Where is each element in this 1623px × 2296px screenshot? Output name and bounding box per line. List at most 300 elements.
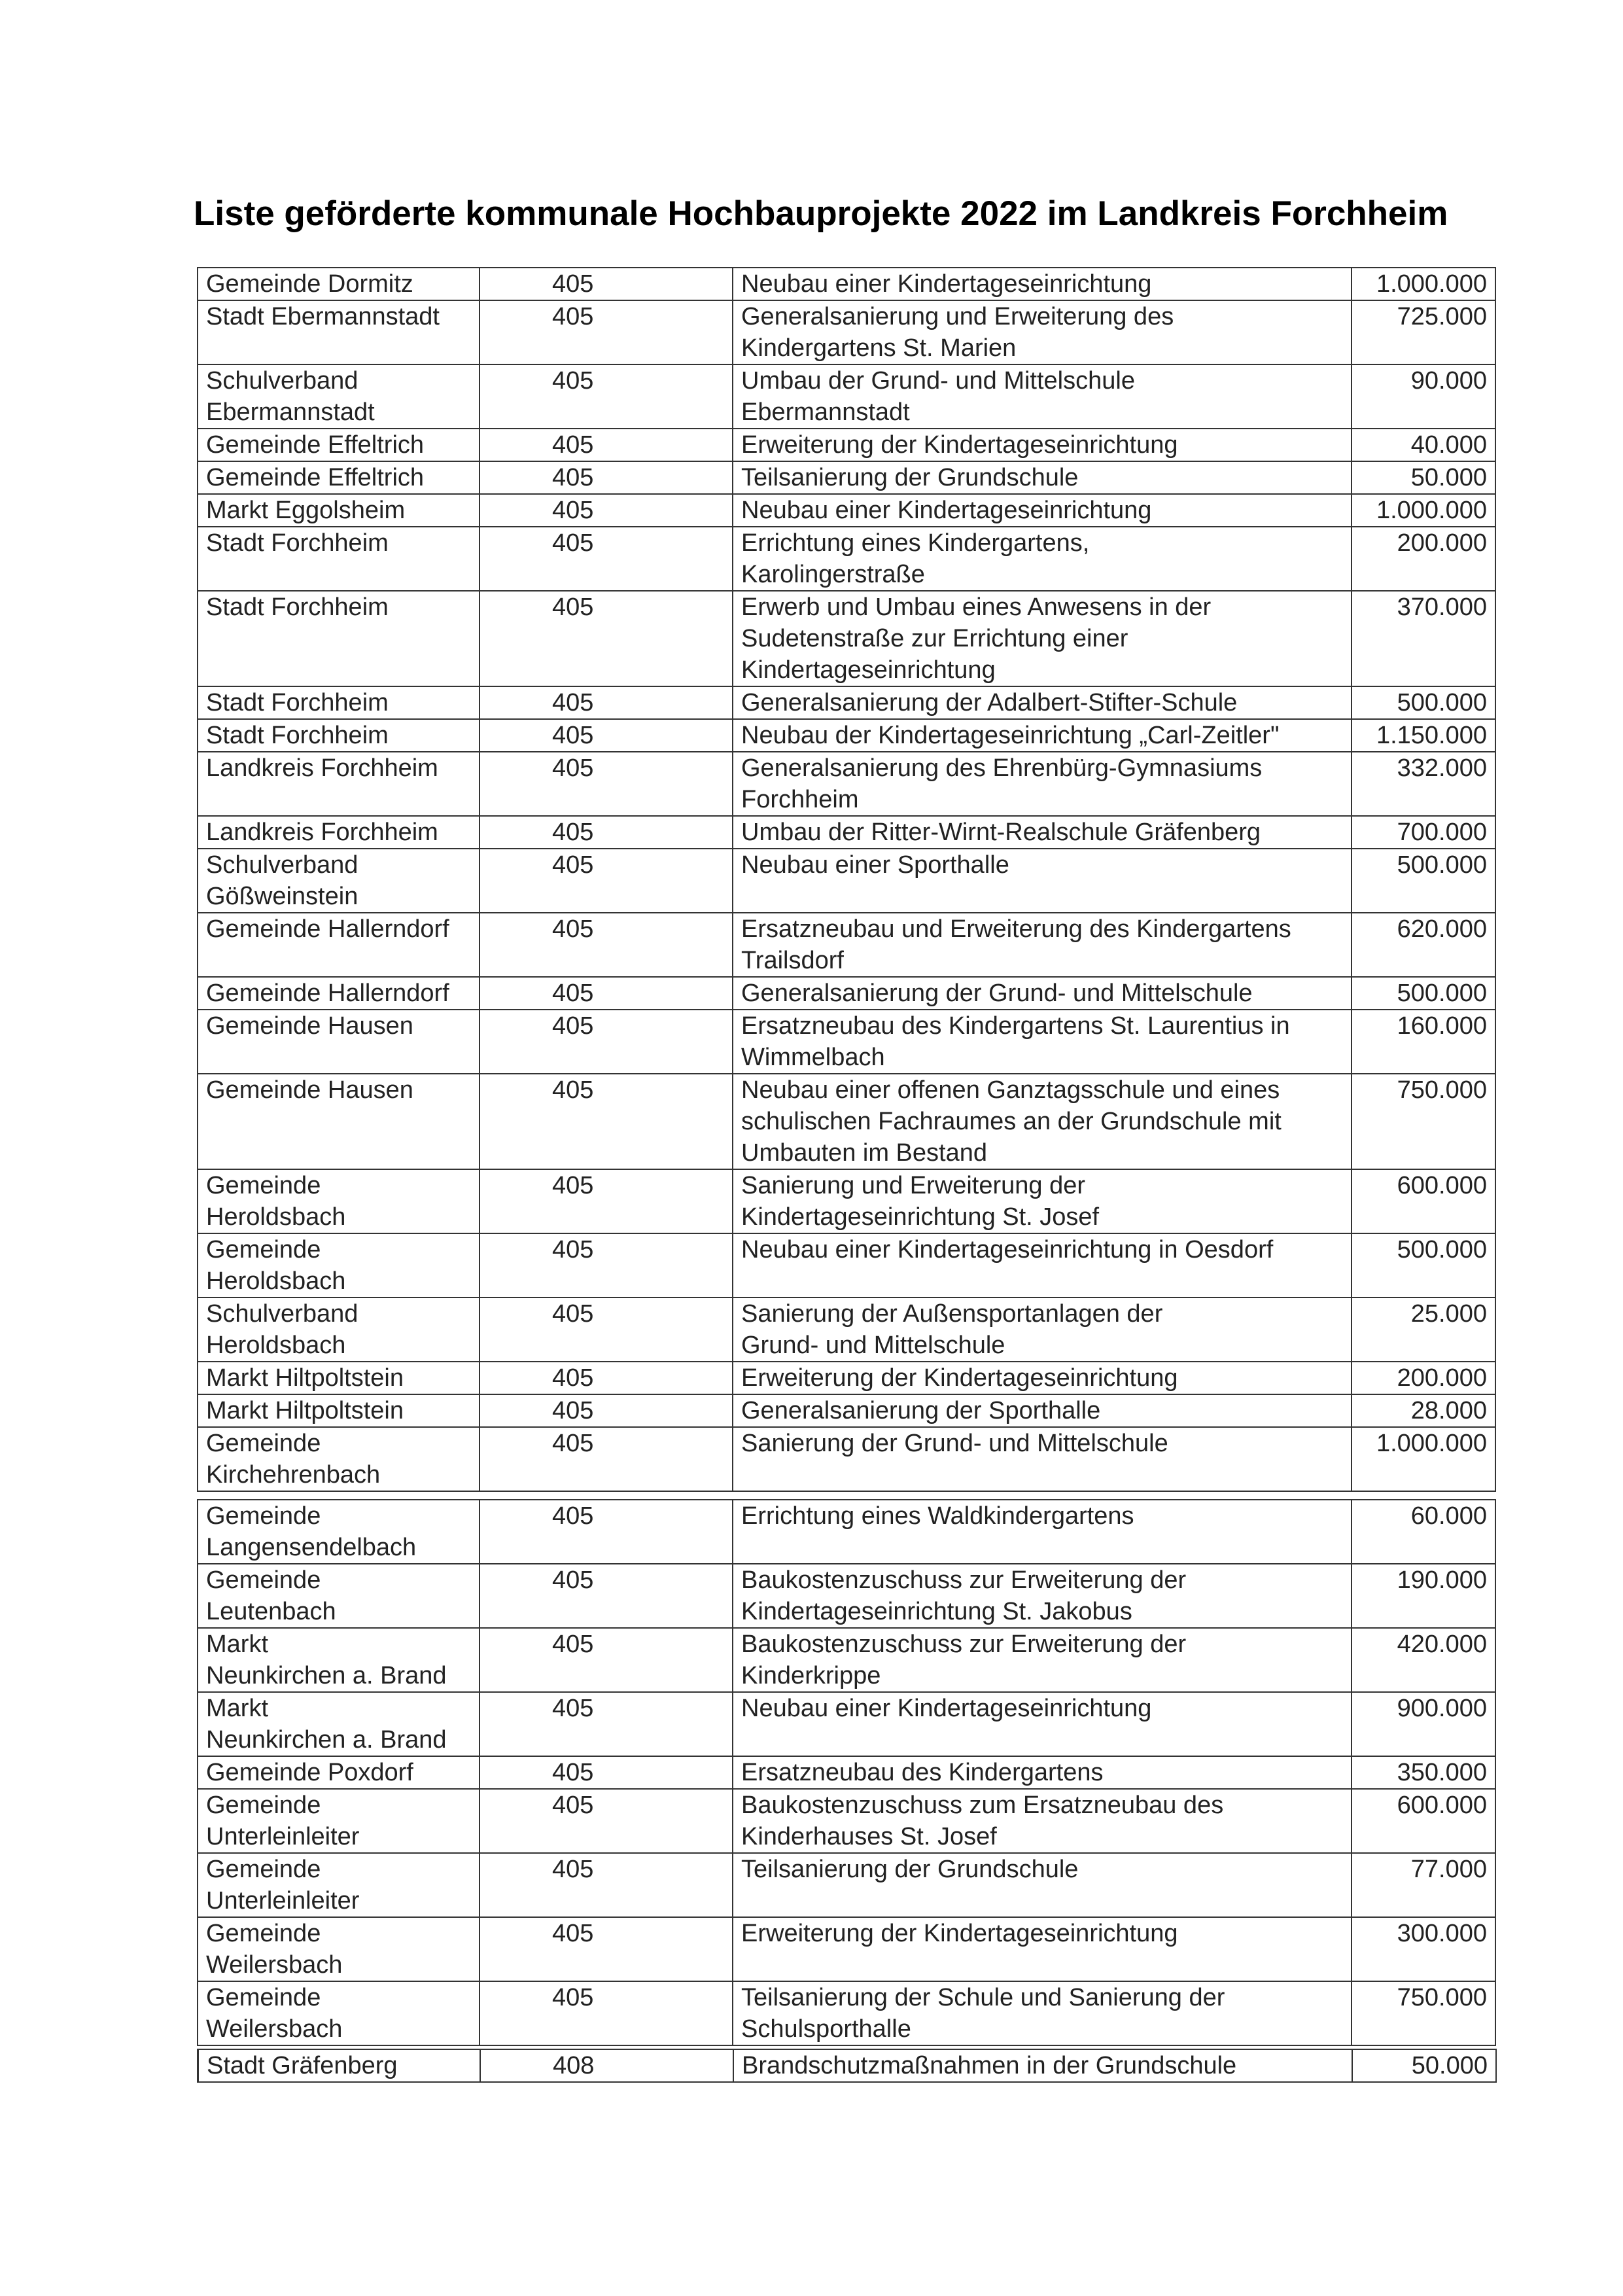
code-cell-text: 405 — [552, 754, 594, 782]
code-cell-text: 405 — [552, 1984, 594, 2011]
amount-cell-text: 1.000.000 — [1376, 270, 1487, 298]
table-row — [198, 1628, 1495, 1692]
code-cell — [480, 2049, 733, 2082]
code-cell-text: 405 — [552, 689, 594, 716]
municipality-cell-text: Markt Hiltpoltstein — [206, 1397, 404, 1424]
code-cell-text: 405 — [552, 1364, 594, 1392]
code-cell — [480, 913, 733, 977]
amount-cell-text: 370.000 — [1397, 593, 1487, 621]
table-row — [198, 686, 1495, 719]
amount-cell-text: 90.000 — [1410, 367, 1487, 395]
municipality-cell — [198, 1394, 480, 1427]
amount-cell-text: 1.150.000 — [1376, 722, 1487, 749]
amount-cell-text: 750.000 — [1397, 1076, 1487, 1104]
code-cell-text: 408 — [553, 2052, 595, 2079]
project-description-cell — [733, 1692, 1352, 1756]
amount-cell — [1352, 752, 1495, 816]
table-row — [198, 1362, 1495, 1394]
project-description-cell-text: Umbau der Ritter-Wirnt-Realschule Gräfenberg — [741, 819, 1261, 846]
amount-cell-text: 332.000 — [1397, 754, 1487, 782]
table-row — [198, 2049, 1497, 2082]
municipality-cell — [198, 1789, 480, 1853]
municipality-cell-text: Gemeinde Heroldsbach — [206, 1172, 346, 1231]
code-cell — [480, 1233, 733, 1298]
table-row — [198, 977, 1495, 1010]
amount-cell — [1352, 1427, 1495, 1491]
table-row — [198, 1394, 1495, 1427]
municipality-cell-text: Gemeinde Kirchehrenbach — [206, 1430, 381, 1489]
code-cell — [480, 1564, 733, 1628]
municipality-cell-text: Schulverband Ebermannstadt — [206, 367, 375, 426]
table-row — [198, 429, 1495, 461]
amount-cell-text: 900.000 — [1397, 1695, 1487, 1722]
project-description-cell — [733, 2049, 1352, 2082]
amount-cell — [1352, 686, 1495, 719]
code-cell — [480, 1427, 733, 1491]
municipality-cell — [198, 1564, 480, 1628]
amount-cell-text: 200.000 — [1397, 529, 1487, 557]
amount-cell — [1352, 1853, 1495, 1917]
municipality-cell — [198, 752, 480, 816]
project-description-cell-text: Baukostenzuschuss zum Ersatzneubau des Kinderhauses St. Josef — [741, 1792, 1224, 1850]
code-cell-text: 405 — [552, 1695, 594, 1722]
code-cell — [480, 1298, 733, 1362]
project-description-cell-text: Generalsanierung der Adalbert-Stifter-Schule — [741, 689, 1238, 716]
code-cell — [480, 1981, 733, 2045]
municipality-cell-text: Landkreis Forchheim — [206, 819, 438, 846]
amount-cell — [1352, 429, 1495, 461]
municipality-cell-text: Gemeinde Unterleinleiter — [206, 1856, 360, 1915]
municipality-cell-text: Stadt Forchheim — [206, 722, 389, 749]
table-row — [198, 1789, 1495, 1853]
project-description-cell — [733, 686, 1352, 719]
project-description-cell — [733, 1917, 1352, 1981]
table-row — [198, 1981, 1495, 2045]
code-cell-text: 405 — [552, 1920, 594, 1947]
table-row — [198, 719, 1495, 752]
code-cell-text: 405 — [552, 1236, 594, 1263]
amount-cell-text: 1.000.000 — [1376, 1430, 1487, 1457]
municipality-cell — [198, 494, 480, 527]
table-row — [198, 1233, 1495, 1298]
project-description-cell — [733, 1074, 1352, 1169]
code-cell — [480, 816, 733, 849]
code-cell — [480, 364, 733, 429]
project-description-cell — [733, 1500, 1352, 1564]
municipality-cell-text: Stadt Forchheim — [206, 689, 389, 716]
code-cell-text: 405 — [552, 915, 594, 943]
amount-cell — [1352, 527, 1495, 591]
project-description-cell — [733, 1233, 1352, 1298]
municipality-cell — [198, 461, 480, 494]
municipality-cell — [198, 2049, 481, 2082]
project-description-cell — [733, 1169, 1352, 1233]
page-title: Liste geförderte kommunale Hochbauprojekte 2022 im Landkreis Forchheim — [194, 194, 1448, 233]
code-cell — [480, 461, 733, 494]
code-cell — [480, 1756, 733, 1789]
project-description-cell — [733, 849, 1352, 913]
municipality-cell — [198, 977, 480, 1010]
code-cell-text: 405 — [552, 1502, 594, 1530]
project-description-cell-text: Umbau der Grund- und Mittelschule Ebermannstadt — [741, 367, 1135, 426]
amount-cell-text: 77.000 — [1410, 1856, 1487, 1883]
municipality-cell — [198, 1853, 480, 1917]
project-description-cell-text: Sanierung der Grund- und Mittelschule — [741, 1430, 1168, 1457]
municipality-cell — [198, 1500, 480, 1564]
municipality-cell-text: Gemeinde Unterleinleiter — [206, 1792, 360, 1850]
amount-cell — [1352, 1628, 1495, 1692]
amount-cell-text: 600.000 — [1397, 1792, 1487, 1819]
project-description-cell-text: Erweiterung der Kindertageseinrichtung — [741, 1920, 1178, 1947]
projects-table-3 — [197, 2049, 1497, 2083]
code-cell-text: 405 — [552, 497, 594, 524]
municipality-cell — [198, 686, 480, 719]
amount-cell — [1352, 913, 1495, 977]
municipality-cell-text: Gemeinde Poxdorf — [206, 1759, 413, 1786]
code-cell-text: 405 — [552, 431, 594, 459]
municipality-cell — [198, 300, 480, 364]
municipality-cell — [198, 1233, 480, 1298]
amount-cell-text: 160.000 — [1397, 1012, 1487, 1040]
municipality-cell — [198, 1074, 480, 1169]
amount-cell — [1352, 1394, 1495, 1427]
amount-cell-text: 1.000.000 — [1376, 497, 1487, 524]
municipality-cell — [198, 1756, 480, 1789]
code-cell-text: 405 — [552, 529, 594, 557]
amount-cell-text: 420.000 — [1397, 1631, 1487, 1658]
project-description-cell-text: Errichtung eines Kindergartens, Karolingerstraße — [741, 529, 1090, 588]
project-description-cell — [733, 1628, 1352, 1692]
amount-cell-text: 500.000 — [1397, 980, 1487, 1007]
amount-cell — [1352, 1981, 1495, 2045]
amount-cell — [1352, 1789, 1495, 1853]
project-description-cell-text: Teilsanierung der Schule und Sanierung der Schulsporthalle — [741, 1984, 1225, 2043]
table-row — [198, 1917, 1495, 1981]
code-cell-text: 405 — [552, 819, 594, 846]
code-cell-text: 405 — [552, 1631, 594, 1658]
code-cell — [480, 300, 733, 364]
municipality-cell — [198, 527, 480, 591]
table-row — [198, 1756, 1495, 1789]
municipality-cell — [198, 816, 480, 849]
amount-cell-text: 350.000 — [1397, 1759, 1487, 1786]
code-cell — [480, 591, 733, 686]
table-row — [198, 591, 1495, 686]
municipality-cell-text: Gemeinde Weilersbach — [206, 1920, 343, 1979]
amount-cell-text: 700.000 — [1397, 819, 1487, 846]
code-cell-text: 405 — [552, 1012, 594, 1040]
municipality-cell-text: Stadt Gräfenberg — [207, 2052, 398, 2079]
amount-cell-text: 25.000 — [1410, 1300, 1487, 1328]
municipality-cell-text: Landkreis Forchheim — [206, 754, 438, 782]
code-cell-text: 405 — [552, 593, 594, 621]
amount-cell-text: 500.000 — [1397, 851, 1487, 879]
municipality-cell — [198, 1169, 480, 1233]
amount-cell-text: 750.000 — [1397, 1984, 1487, 2011]
projects-table-1 — [197, 267, 1496, 1492]
municipality-cell — [198, 1917, 480, 1981]
project-description-cell — [733, 1298, 1352, 1362]
table-row — [198, 752, 1495, 816]
municipality-cell — [198, 1427, 480, 1491]
municipality-cell-text: Gemeinde Heroldsbach — [206, 1236, 346, 1295]
municipality-cell-text: Gemeinde Langensendelbach — [206, 1502, 417, 1561]
amount-cell-text: 300.000 — [1397, 1920, 1487, 1947]
code-cell — [480, 1789, 733, 1853]
amount-cell — [1352, 494, 1495, 527]
code-cell — [480, 1500, 733, 1564]
amount-cell — [1352, 1362, 1495, 1394]
code-cell — [480, 1853, 733, 1917]
municipality-cell-text: Schulverband Gößweinstein — [206, 851, 358, 910]
project-description-cell-text: Baukostenzuschuss zur Erweiterung der Kinderkrippe — [741, 1631, 1187, 1689]
project-description-cell — [733, 1010, 1352, 1074]
project-description-cell-text: Erweiterung der Kindertageseinrichtung — [741, 1364, 1178, 1392]
code-cell — [480, 527, 733, 591]
table-row — [198, 816, 1495, 849]
project-description-cell-text: Sanierung der Außensportanlagen der Grund- und Mittelschule — [741, 1300, 1163, 1359]
code-cell-text: 405 — [552, 1759, 594, 1786]
project-description-cell-text: Ersatzneubau des Kindergartens St. Laurentius in Wimmelbach — [741, 1012, 1290, 1071]
code-cell — [480, 429, 733, 461]
amount-cell-text: 620.000 — [1397, 915, 1487, 943]
table-row — [198, 268, 1495, 300]
municipality-cell — [198, 1692, 480, 1756]
code-cell — [480, 268, 733, 300]
code-cell — [480, 1074, 733, 1169]
project-description-cell — [733, 1756, 1352, 1789]
municipality-cell-text: Markt Neunkirchen a. Brand — [206, 1631, 447, 1689]
amount-cell — [1352, 1010, 1495, 1074]
table-row — [198, 1427, 1495, 1491]
amount-cell — [1352, 719, 1495, 752]
table-row — [198, 1853, 1495, 1917]
code-cell-text: 405 — [552, 367, 594, 395]
amount-cell-text: 60.000 — [1410, 1502, 1487, 1530]
code-cell — [480, 1169, 733, 1233]
table-row — [198, 913, 1495, 977]
amount-cell — [1352, 2049, 1496, 2082]
project-description-cell-text: Erweiterung der Kindertageseinrichtung — [741, 431, 1178, 459]
code-cell — [480, 494, 733, 527]
project-description-cell — [733, 1427, 1352, 1491]
municipality-cell-text: Gemeinde Hausen — [206, 1076, 413, 1104]
code-cell-text: 405 — [552, 270, 594, 298]
municipality-cell — [198, 429, 480, 461]
amount-cell-text: 500.000 — [1397, 689, 1487, 716]
code-cell-text: 405 — [552, 1566, 594, 1594]
project-description-cell — [733, 527, 1352, 591]
code-cell — [480, 686, 733, 719]
project-description-cell — [733, 461, 1352, 494]
project-description-cell — [733, 977, 1352, 1010]
table-row — [198, 1010, 1495, 1074]
code-cell — [480, 719, 733, 752]
project-description-cell — [733, 364, 1352, 429]
municipality-cell-text: Stadt Forchheim — [206, 529, 389, 557]
municipality-cell — [198, 1362, 480, 1394]
amount-cell — [1352, 300, 1495, 364]
table-row — [198, 364, 1495, 429]
project-description-cell-text: Generalsanierung der Grund- und Mittelschule — [741, 980, 1253, 1007]
project-description-cell-text: Errichtung eines Waldkindergartens — [741, 1502, 1134, 1530]
amount-cell-text: 28.000 — [1410, 1397, 1487, 1424]
amount-cell — [1352, 364, 1495, 429]
municipality-cell-text: Markt Hiltpoltstein — [206, 1364, 404, 1392]
municipality-cell — [198, 268, 480, 300]
code-cell — [480, 849, 733, 913]
amount-cell — [1352, 1917, 1495, 1981]
projects-table-2 — [197, 1499, 1496, 2046]
table-row — [198, 494, 1495, 527]
amount-cell — [1352, 816, 1495, 849]
project-description-cell-text: Teilsanierung der Grundschule — [741, 1856, 1079, 1883]
code-cell-text: 405 — [552, 1792, 594, 1819]
project-description-cell-text: Erwerb und Umbau eines Anwesens in der Sudetenstraße zur Errichtung einer Kindertageseinrichtung — [741, 593, 1212, 684]
amount-cell — [1352, 1298, 1495, 1362]
municipality-cell-text: Gemeinde Hallerndorf — [206, 980, 449, 1007]
project-description-cell-text: Baukostenzuschuss zur Erweiterung der Kindertageseinrichtung St. Jakobus — [741, 1566, 1187, 1625]
project-description-cell — [733, 1853, 1352, 1917]
code-cell-text: 405 — [552, 1076, 594, 1104]
table-row — [198, 527, 1495, 591]
municipality-cell — [198, 591, 480, 686]
project-description-cell-text: Ersatzneubau des Kindergartens — [741, 1759, 1104, 1786]
project-description-cell-text: Neubau einer Kindertageseinrichtung — [741, 270, 1152, 298]
amount-cell-text: 40.000 — [1410, 431, 1487, 459]
project-description-cell — [733, 268, 1352, 300]
project-description-cell-text: Generalsanierung des Ehrenbürg-Gymnasiums Forchheim — [741, 754, 1263, 813]
project-description-cell — [733, 591, 1352, 686]
amount-cell — [1352, 591, 1495, 686]
amount-cell-text: 500.000 — [1397, 1236, 1487, 1263]
amount-cell-text: 50.000 — [1411, 2052, 1488, 2079]
code-cell-text: 405 — [552, 1172, 594, 1199]
table-row — [198, 300, 1495, 364]
amount-cell — [1352, 849, 1495, 913]
code-cell-text: 405 — [552, 1856, 594, 1883]
amount-cell — [1352, 461, 1495, 494]
municipality-cell — [198, 1981, 480, 2045]
project-description-cell-text: Neubau einer offenen Ganztagsschule und eines schulischen Fachraumes an der Grundschule mit Umbauten im Bestand — [741, 1076, 1282, 1167]
amount-cell — [1352, 1500, 1495, 1564]
table-row — [198, 1500, 1495, 1564]
municipality-cell-text: Gemeinde Hausen — [206, 1012, 413, 1040]
code-cell — [480, 1362, 733, 1394]
municipality-cell-text: Schulverband Heroldsbach — [206, 1300, 358, 1359]
code-cell-text: 405 — [552, 980, 594, 1007]
project-description-cell-text: Brandschutzmaßnahmen in der Grundschule — [742, 2052, 1237, 2079]
municipality-cell — [198, 719, 480, 752]
amount-cell — [1352, 1692, 1495, 1756]
project-description-cell-text: Neubau einer Kindertageseinrichtung — [741, 497, 1152, 524]
municipality-cell-text: Gemeinde Effeltrich — [206, 464, 425, 491]
amount-cell — [1352, 268, 1495, 300]
project-description-cell-text: Sanierung und Erweiterung der Kindertageseinrichtung St. Josef — [741, 1172, 1100, 1231]
code-cell-text: 405 — [552, 722, 594, 749]
code-cell — [480, 1917, 733, 1981]
amount-cell-text: 190.000 — [1397, 1566, 1487, 1594]
code-cell — [480, 1692, 733, 1756]
amount-cell-text: 50.000 — [1410, 464, 1487, 491]
project-description-cell — [733, 1981, 1352, 2045]
project-description-cell — [733, 1789, 1352, 1853]
project-description-cell-text: Neubau einer Kindertageseinrichtung — [741, 1695, 1152, 1722]
project-description-cell — [733, 1394, 1352, 1427]
code-cell-text: 405 — [552, 1397, 594, 1424]
code-cell-text: 405 — [552, 851, 594, 879]
project-description-cell — [733, 1362, 1352, 1394]
table-row — [198, 1564, 1495, 1628]
municipality-cell-text: Gemeinde Effeltrich — [206, 431, 425, 459]
municipality-cell — [198, 849, 480, 913]
amount-cell-text: 200.000 — [1397, 1364, 1487, 1392]
municipality-cell-text: Stadt Ebermannstadt — [206, 303, 440, 330]
code-cell — [480, 752, 733, 816]
table-row — [198, 461, 1495, 494]
project-description-cell-text: Teilsanierung der Grundschule — [741, 464, 1079, 491]
municipality-cell-text: Markt Neunkirchen a. Brand — [206, 1695, 447, 1754]
amount-cell — [1352, 1233, 1495, 1298]
project-description-cell-text: Neubau der Kindertageseinrichtung „Carl-Zeitler" — [741, 722, 1280, 749]
project-description-cell-text: Neubau einer Sporthalle — [741, 851, 1009, 879]
project-description-cell-text: Generalsanierung der Sporthalle — [741, 1397, 1101, 1424]
table-row — [198, 1169, 1495, 1233]
code-cell — [480, 1394, 733, 1427]
code-cell-text: 405 — [552, 303, 594, 330]
municipality-cell — [198, 913, 480, 977]
project-description-cell — [733, 494, 1352, 527]
project-description-cell — [733, 429, 1352, 461]
table-row — [198, 1298, 1495, 1362]
amount-cell — [1352, 1564, 1495, 1628]
project-description-cell — [733, 752, 1352, 816]
municipality-cell-text: Gemeinde Weilersbach — [206, 1984, 343, 2043]
code-cell — [480, 1628, 733, 1692]
amount-cell — [1352, 1074, 1495, 1169]
project-description-cell — [733, 300, 1352, 364]
municipality-cell-text: Gemeinde Leutenbach — [206, 1566, 336, 1625]
municipality-cell-text: Gemeinde Dormitz — [206, 270, 413, 298]
municipality-cell-text: Gemeinde Hallerndorf — [206, 915, 449, 943]
project-description-cell-text: Generalsanierung und Erweiterung des Kindergartens St. Marien — [741, 303, 1174, 362]
project-description-cell — [733, 1564, 1352, 1628]
amount-cell — [1352, 1169, 1495, 1233]
table-row — [198, 849, 1495, 913]
code-cell — [480, 1010, 733, 1074]
code-cell-text: 405 — [552, 1300, 594, 1328]
code-cell-text: 405 — [552, 1430, 594, 1457]
project-description-cell-text: Neubau einer Kindertageseinrichtung in Oesdorf — [741, 1236, 1274, 1263]
municipality-cell-text: Markt Eggolsheim — [206, 497, 406, 524]
project-description-cell — [733, 913, 1352, 977]
municipality-cell — [198, 1628, 480, 1692]
table-row — [198, 1074, 1495, 1169]
code-cell — [480, 977, 733, 1010]
municipality-cell-text: Stadt Forchheim — [206, 593, 389, 621]
code-cell-text: 405 — [552, 464, 594, 491]
municipality-cell — [198, 1298, 480, 1362]
amount-cell-text: 600.000 — [1397, 1172, 1487, 1199]
project-description-cell-text: Ersatzneubau und Erweiterung des Kindergartens Trailsdorf — [741, 915, 1291, 974]
table-row — [198, 1692, 1495, 1756]
municipality-cell — [198, 1010, 480, 1074]
amount-cell — [1352, 977, 1495, 1010]
project-description-cell — [733, 719, 1352, 752]
amount-cell — [1352, 1756, 1495, 1789]
municipality-cell — [198, 364, 480, 429]
amount-cell-text: 725.000 — [1397, 303, 1487, 330]
